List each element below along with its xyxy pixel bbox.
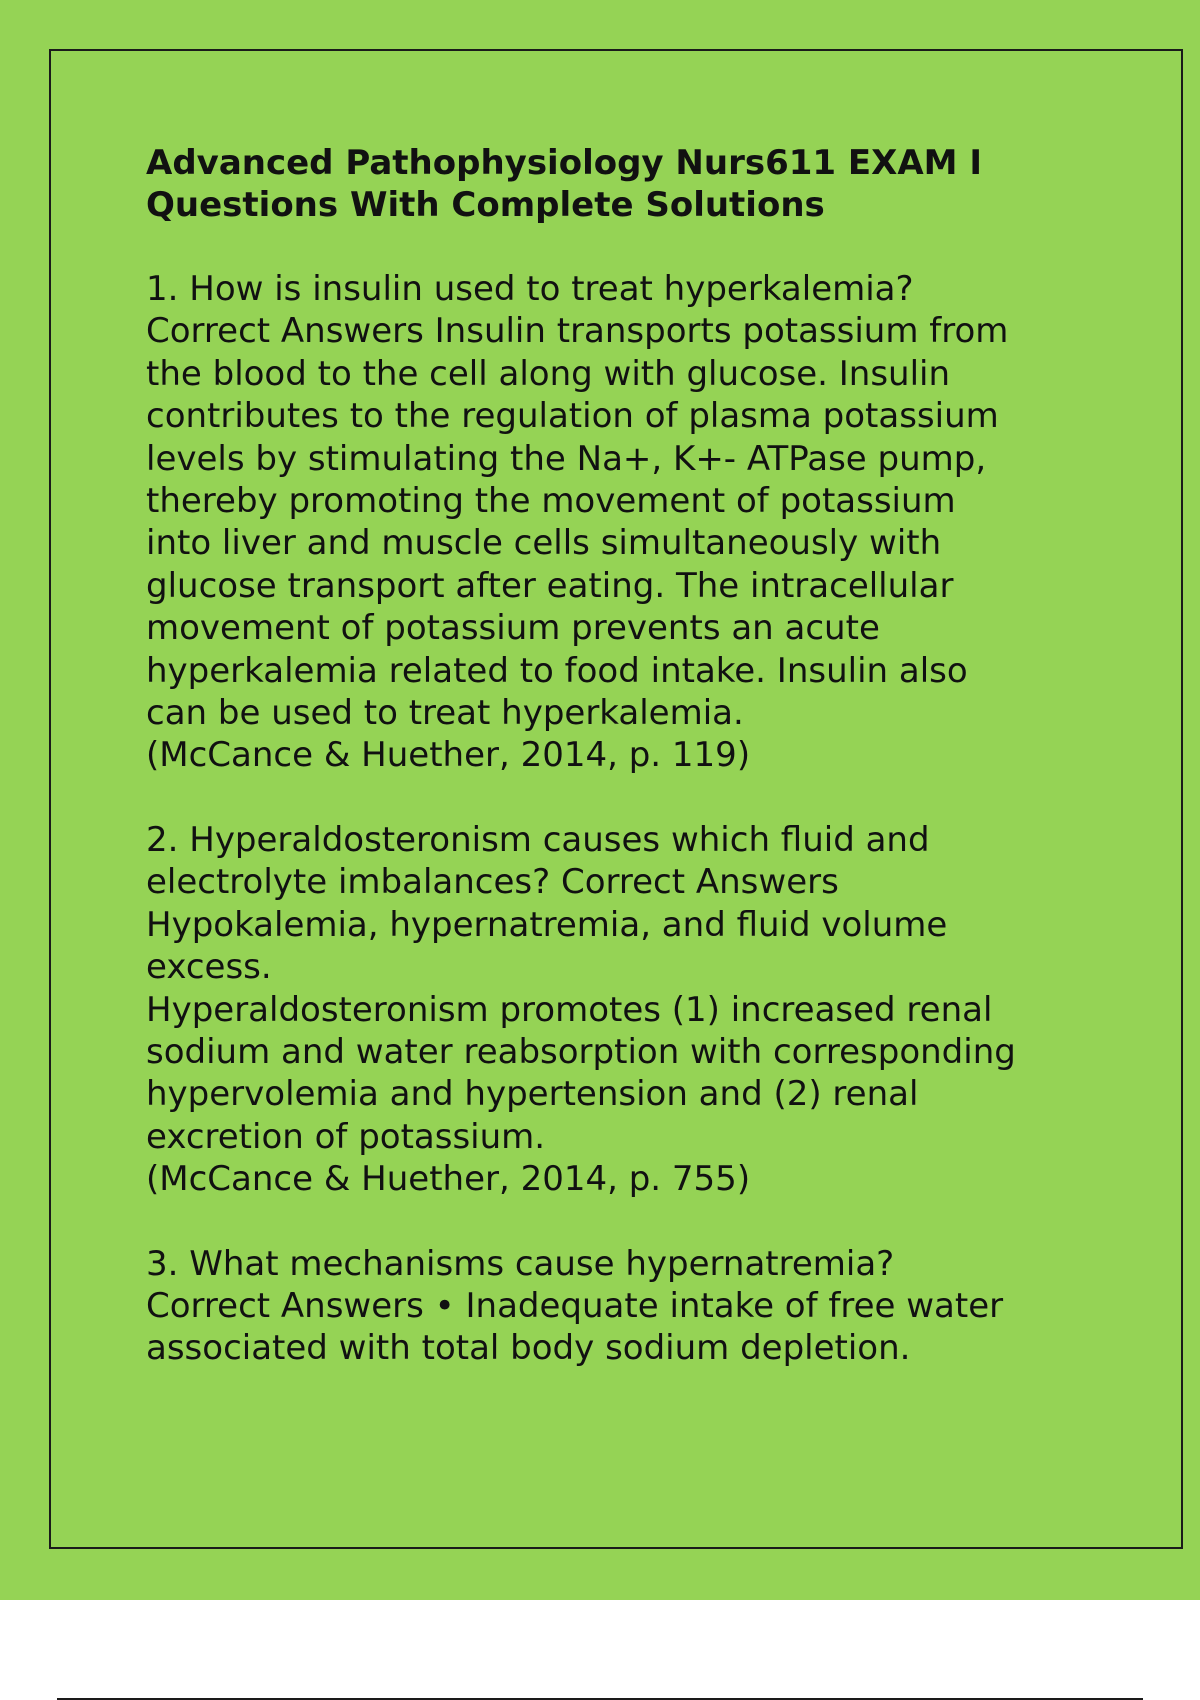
question-2-text-line: electrolyte imbalances? Correct Answers <box>146 862 839 903</box>
document-title <box>146 142 1106 226</box>
question-1-text-line: hyperkalemia related to food intake. Insulin also <box>146 650 968 691</box>
question-1-text-line: the blood to the cell along with glucose. Insulin <box>146 353 951 394</box>
question-3 <box>146 1243 1106 1370</box>
question-1 <box>146 268 1106 777</box>
document-content <box>146 142 1106 1412</box>
question-2 <box>146 819 1106 1201</box>
title-line: Questions With Complete Solutions <box>146 185 825 225</box>
question-1-text-line: 1. How is insulin used to treat hyperkalemia? <box>146 269 914 309</box>
question-2-text-line: 2. Hyperaldosteronism causes which fluid and <box>146 819 930 860</box>
question-2-text-line: excretion of potassium. <box>146 1116 546 1157</box>
question-1-text-line: levels by stimulating the Na+, K+- ATPase pump, <box>146 438 987 479</box>
question-3-text-line: Correct Answers • Inadequate intake of free water <box>146 1285 1004 1326</box>
question-1-text-line: can be used to treat hyperkalemia. <box>146 693 744 734</box>
question-2-text-line: Hyperaldosteronism promotes (1) increased renal <box>146 989 993 1030</box>
question-1-text-line: contributes to the regulation of plasma potassium <box>146 396 999 437</box>
question-1-text-line: movement of potassium prevents an acute <box>146 608 880 649</box>
question-3-text-line: 3. What mechanisms cause hypernatremia? <box>146 1243 895 1284</box>
question-1-citation: (McCance & Huether, 2014, p. 119) <box>146 735 751 776</box>
title-line: Advanced Pathophysiology Nurs611 EXAM I <box>146 143 982 183</box>
question-2-text-line: hypervolemia and hypertension and (2) renal <box>146 1074 919 1115</box>
question-1-text-line: into liver and muscle cells simultaneously with <box>146 523 942 564</box>
question-1-text-line: Correct Answers Insulin transports potassium from <box>146 311 1009 352</box>
question-2-citation: (McCance & Huether, 2014, p. 755) <box>146 1159 751 1200</box>
question-1-text-line: glucose transport after eating. The intracellular <box>146 565 954 606</box>
question-3-text-line: associated with total body sodium depletion. <box>146 1328 911 1369</box>
question-1-text-line: thereby promoting the movement of potassium <box>146 481 956 522</box>
question-2-text-line: sodium and water reabsorption with corresponding <box>146 1031 1016 1072</box>
question-2-text-line: Hypokalemia, hypernatremia, and fluid volume <box>146 904 948 945</box>
question-2-text-line: excess. <box>146 947 272 988</box>
